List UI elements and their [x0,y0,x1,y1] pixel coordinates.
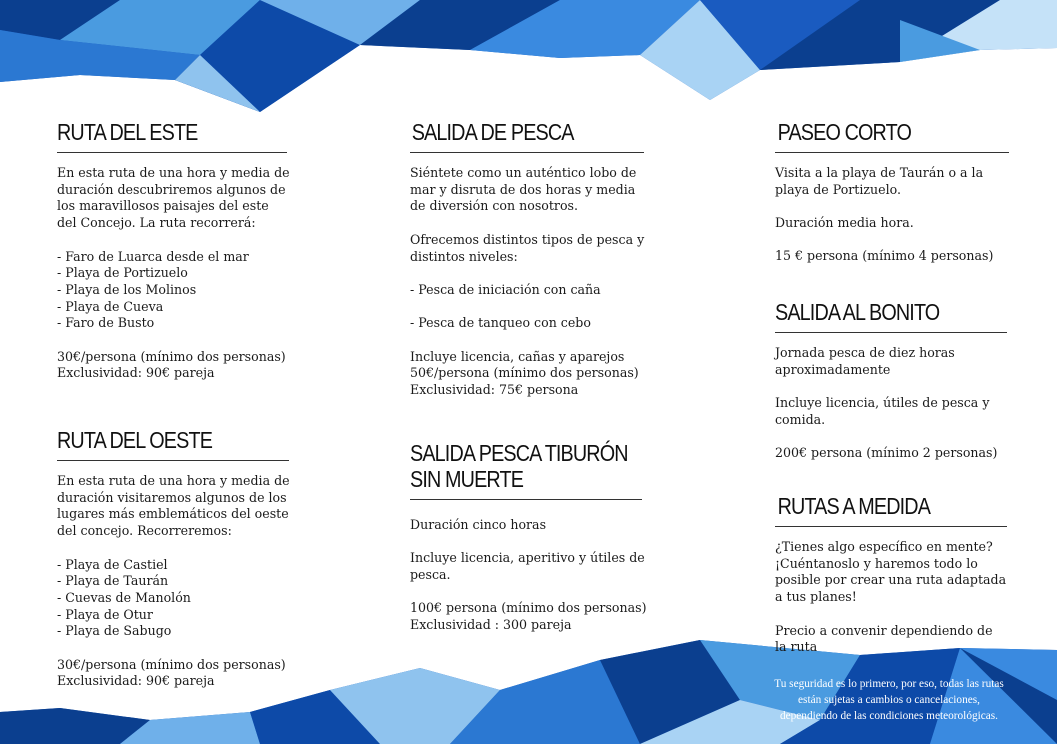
intro-line: Visita a la playa de Taurán o a la [775,165,984,180]
exclusive-text: Exclusividad: 75€ persona [410,382,579,398]
list-item: - Playa de Otur [57,606,153,622]
list-item: - Playa de Portizuelo [57,265,188,281]
exclusive-text: Exclusividad: 90€ pareja [57,673,215,689]
exclusive-text: Exclusividad : 300 pareja [410,617,572,633]
list-item: - Playa de Castiel [57,556,168,572]
types-intro-line: distintos niveles: [410,248,518,264]
safety-note [740,676,1038,724]
intro-line: Siéntete como un auténtico lobo de [410,165,637,180]
list-item: - Playa de Cueva [57,298,164,314]
intro-line: del Concejo. La ruta recorrerá: [57,215,256,231]
intro-line: de diversión con nosotros. [410,198,578,214]
heading-pesca-tiburon-line2: SIN MUERTE [410,466,524,492]
intro-line: posible por crear una ruta adaptada [775,572,1007,588]
intro-line: aproximadamente [775,361,891,377]
list-item: - Faro de Luarca desde el mar [57,248,249,264]
intro-line: mar y disruta de dos horas y media [410,181,636,197]
includes-line: Incluye licencia, útiles de pesca y [775,395,990,411]
price-text: 100€ persona (mínimo dos personas) [410,600,647,616]
intro-line: duración descubriremos algunos de [57,181,286,197]
list-item: - Pesca de tanqueo con cebo [410,315,591,331]
heading-rule [57,152,287,153]
list-item: - Playa de Taurán [57,573,169,589]
price-line: Precio a convenir dependiendo de [775,622,993,638]
safety-note-line: dependiendo de las condiciones meteorológicas. [779,710,999,722]
heading-salida-bonito: SALIDA AL BONITO [775,299,940,325]
includes-line: comida. [775,411,826,427]
exclusive-text: Exclusividad: 90€ pareja [57,365,215,381]
body-ruta-oeste [57,473,302,690]
section-rutas-medida [775,493,1015,656]
heading-rule [57,460,289,461]
heading-ruta-oeste: RUTA DEL OESTE [57,427,213,453]
list-item: - Playa de los Molinos [57,281,197,297]
heading-rule [775,152,1009,153]
intro-line: los maravillosos paisajes del este [57,198,269,214]
body-rutas-medida [775,539,1015,656]
price-text: 30€/persona (mínimo dos personas) [57,348,286,364]
body-pesca-tiburon [410,517,655,634]
intro-line: lugares más emblemáticos del oeste [57,506,289,522]
intro-line: Jornada pesca de diez horas [775,345,955,360]
section-pesca-tiburon [410,440,655,634]
heading-paseo-corto: PASEO CORTO [777,119,912,145]
list-item: - Playa de Sabugo [57,623,172,639]
intro-line: duración visitaremos algunos de los [57,489,287,505]
section-ruta-este [57,119,297,382]
intro-line: En esta ruta de una hora y media de [57,473,290,488]
intro-line: playa de Portizuelo. [775,181,901,197]
heading-rule [410,152,644,153]
price-text: 50€/persona (mínimo dos personas) [410,365,639,381]
includes-line: pesca. [410,567,451,583]
safety-note-line: están sujetas a cambios o cancelaciones, [798,694,980,706]
intro-line: a tus planes! [775,589,857,605]
intro-line: ¡Cuéntanoslo y haremos todo lo [775,555,978,571]
stops-list [57,249,297,333]
safety-note-line: Tu seguridad es lo primero, por eso, todas las rutas [774,678,1004,690]
price-text: 30€/persona (mínimo dos personas) [57,656,286,672]
intro-line: En esta ruta de una hora y media de [57,165,290,180]
heading-rutas-medida: RUTAS A MEDIDA [777,493,931,519]
section-paseo-corto [775,119,1015,265]
list-item: - Faro de Busto [57,315,155,331]
heading-pesca-tiburon-line1: SALIDA PESCA TIBURÓN [410,440,628,466]
intro-line: del concejo. Recorreremos: [57,523,232,539]
body-ruta-este [57,165,297,382]
heading-salida-pesca: SALIDA DE PESCA [411,119,574,145]
types-intro-line: Ofrecemos distintos tipos de pesca y [410,231,645,247]
stops-list [57,557,302,641]
heading-rule [775,526,1007,527]
intro-line: ¿Tienes algo específico en mente? [775,539,993,554]
price-line: la ruta [775,639,818,655]
body-salida-pesca [410,165,655,399]
section-ruta-oeste [57,427,302,690]
includes-text: Incluye licencia, cañas y aparejos [410,348,625,364]
duration-text: Duración cinco horas [410,517,547,532]
duration-text: Duración media hora. [775,215,914,231]
heading-rule [775,332,1007,333]
heading-rule [410,499,642,500]
price-text: 15 € persona (mínimo 4 personas) [775,248,994,264]
list-item: - Cuevas de Manolón [57,589,191,605]
heading-ruta-este: RUTA DEL ESTE [57,119,198,145]
section-salida-pesca [410,119,655,399]
section-salida-bonito [775,299,1015,462]
price-text: 200€ persona (mínimo 2 personas) [775,445,998,461]
list-item: - Pesca de iniciación con caña [410,281,601,297]
body-salida-bonito [775,345,1015,462]
body-paseo-corto [775,165,1015,265]
includes-line: Incluye licencia, aperitivo y útiles de [410,550,645,566]
